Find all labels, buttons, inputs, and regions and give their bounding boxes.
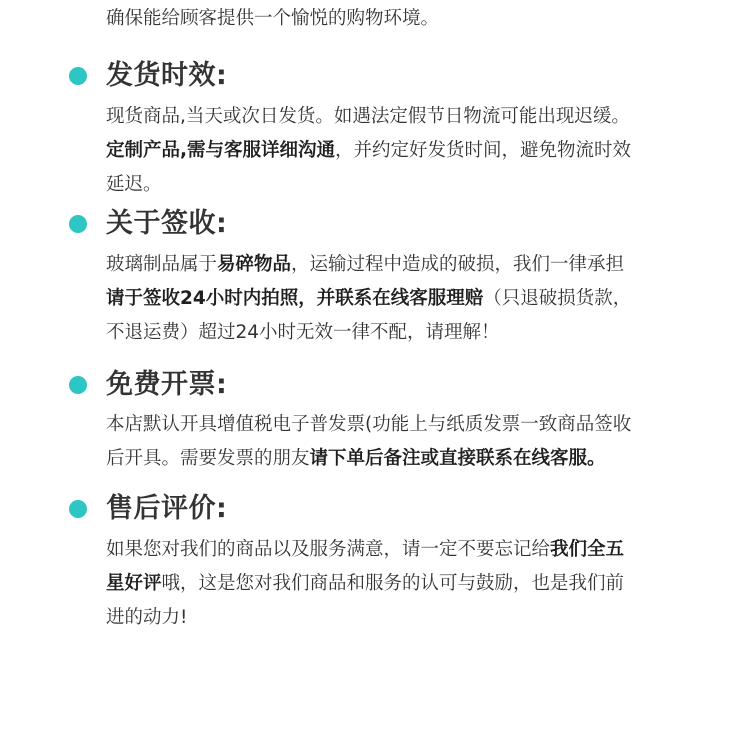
body-line: 现货商品,当天或次日发货。如遇法定假节日物流可能出现迟缓。 <box>106 106 630 127</box>
body-line <box>106 533 681 567</box>
section-body <box>106 533 681 635</box>
body-line: 本店默认开具增值税电子普发票(功能上与纸质发票一致商品签收 <box>106 414 632 435</box>
body-text: 哦，这是您对我们商品和服务的认可与鼓励，也是我们前 <box>161 573 625 594</box>
bold-text: 请于签收24小时内拍照，并联系在线客服理赔 <box>106 288 484 309</box>
bold-text: 星好评 <box>106 573 162 594</box>
body-text: 后开具。需要发票的朋友 <box>106 448 310 469</box>
body-text: ，并约定好发货时间，避免物流时效 <box>335 140 632 161</box>
body-line: 不退运费）超过24小时无效一律不配，请理解！ <box>106 322 500 343</box>
bullet-icon <box>69 67 87 85</box>
section-heading: 售后评价: <box>106 493 228 524</box>
bullet-icon <box>69 215 87 233</box>
body-text: 如果您对我们的商品以及服务满意，请一定不要忘记给 <box>106 539 551 560</box>
section-body <box>106 100 681 202</box>
bold-text: 易碎物品 <box>217 254 292 275</box>
bullet-icon <box>69 376 87 394</box>
section-heading: 关于签收: <box>106 208 228 239</box>
bold-text: 定制产品,需与客服详细沟通 <box>106 140 336 161</box>
body-line <box>106 442 681 476</box>
section-heading: 免费开票: <box>106 369 228 400</box>
intro-text: 确保能给顾客提供一个愉悦的购物环境。 <box>106 8 440 29</box>
body-text: ，运输过程中造成的破损，我们一律承担 <box>291 254 625 275</box>
body-line <box>106 134 681 168</box>
bullet-icon <box>69 500 87 518</box>
section-body <box>106 248 681 350</box>
body-line <box>106 248 681 282</box>
body-line: 进的动力! <box>106 607 188 628</box>
bold-text: 请下单后备注或直接联系在线客服。 <box>309 448 606 469</box>
section-heading: 发货时效: <box>106 60 228 91</box>
body-line: 延迟。 <box>106 174 162 195</box>
bold-text: 我们全五 <box>550 539 625 560</box>
section-body <box>106 408 681 476</box>
body-text: 玻璃制品属于 <box>106 254 218 275</box>
body-line <box>106 282 681 316</box>
body-line <box>106 567 681 601</box>
body-text: （只退破损货款， <box>483 288 632 309</box>
